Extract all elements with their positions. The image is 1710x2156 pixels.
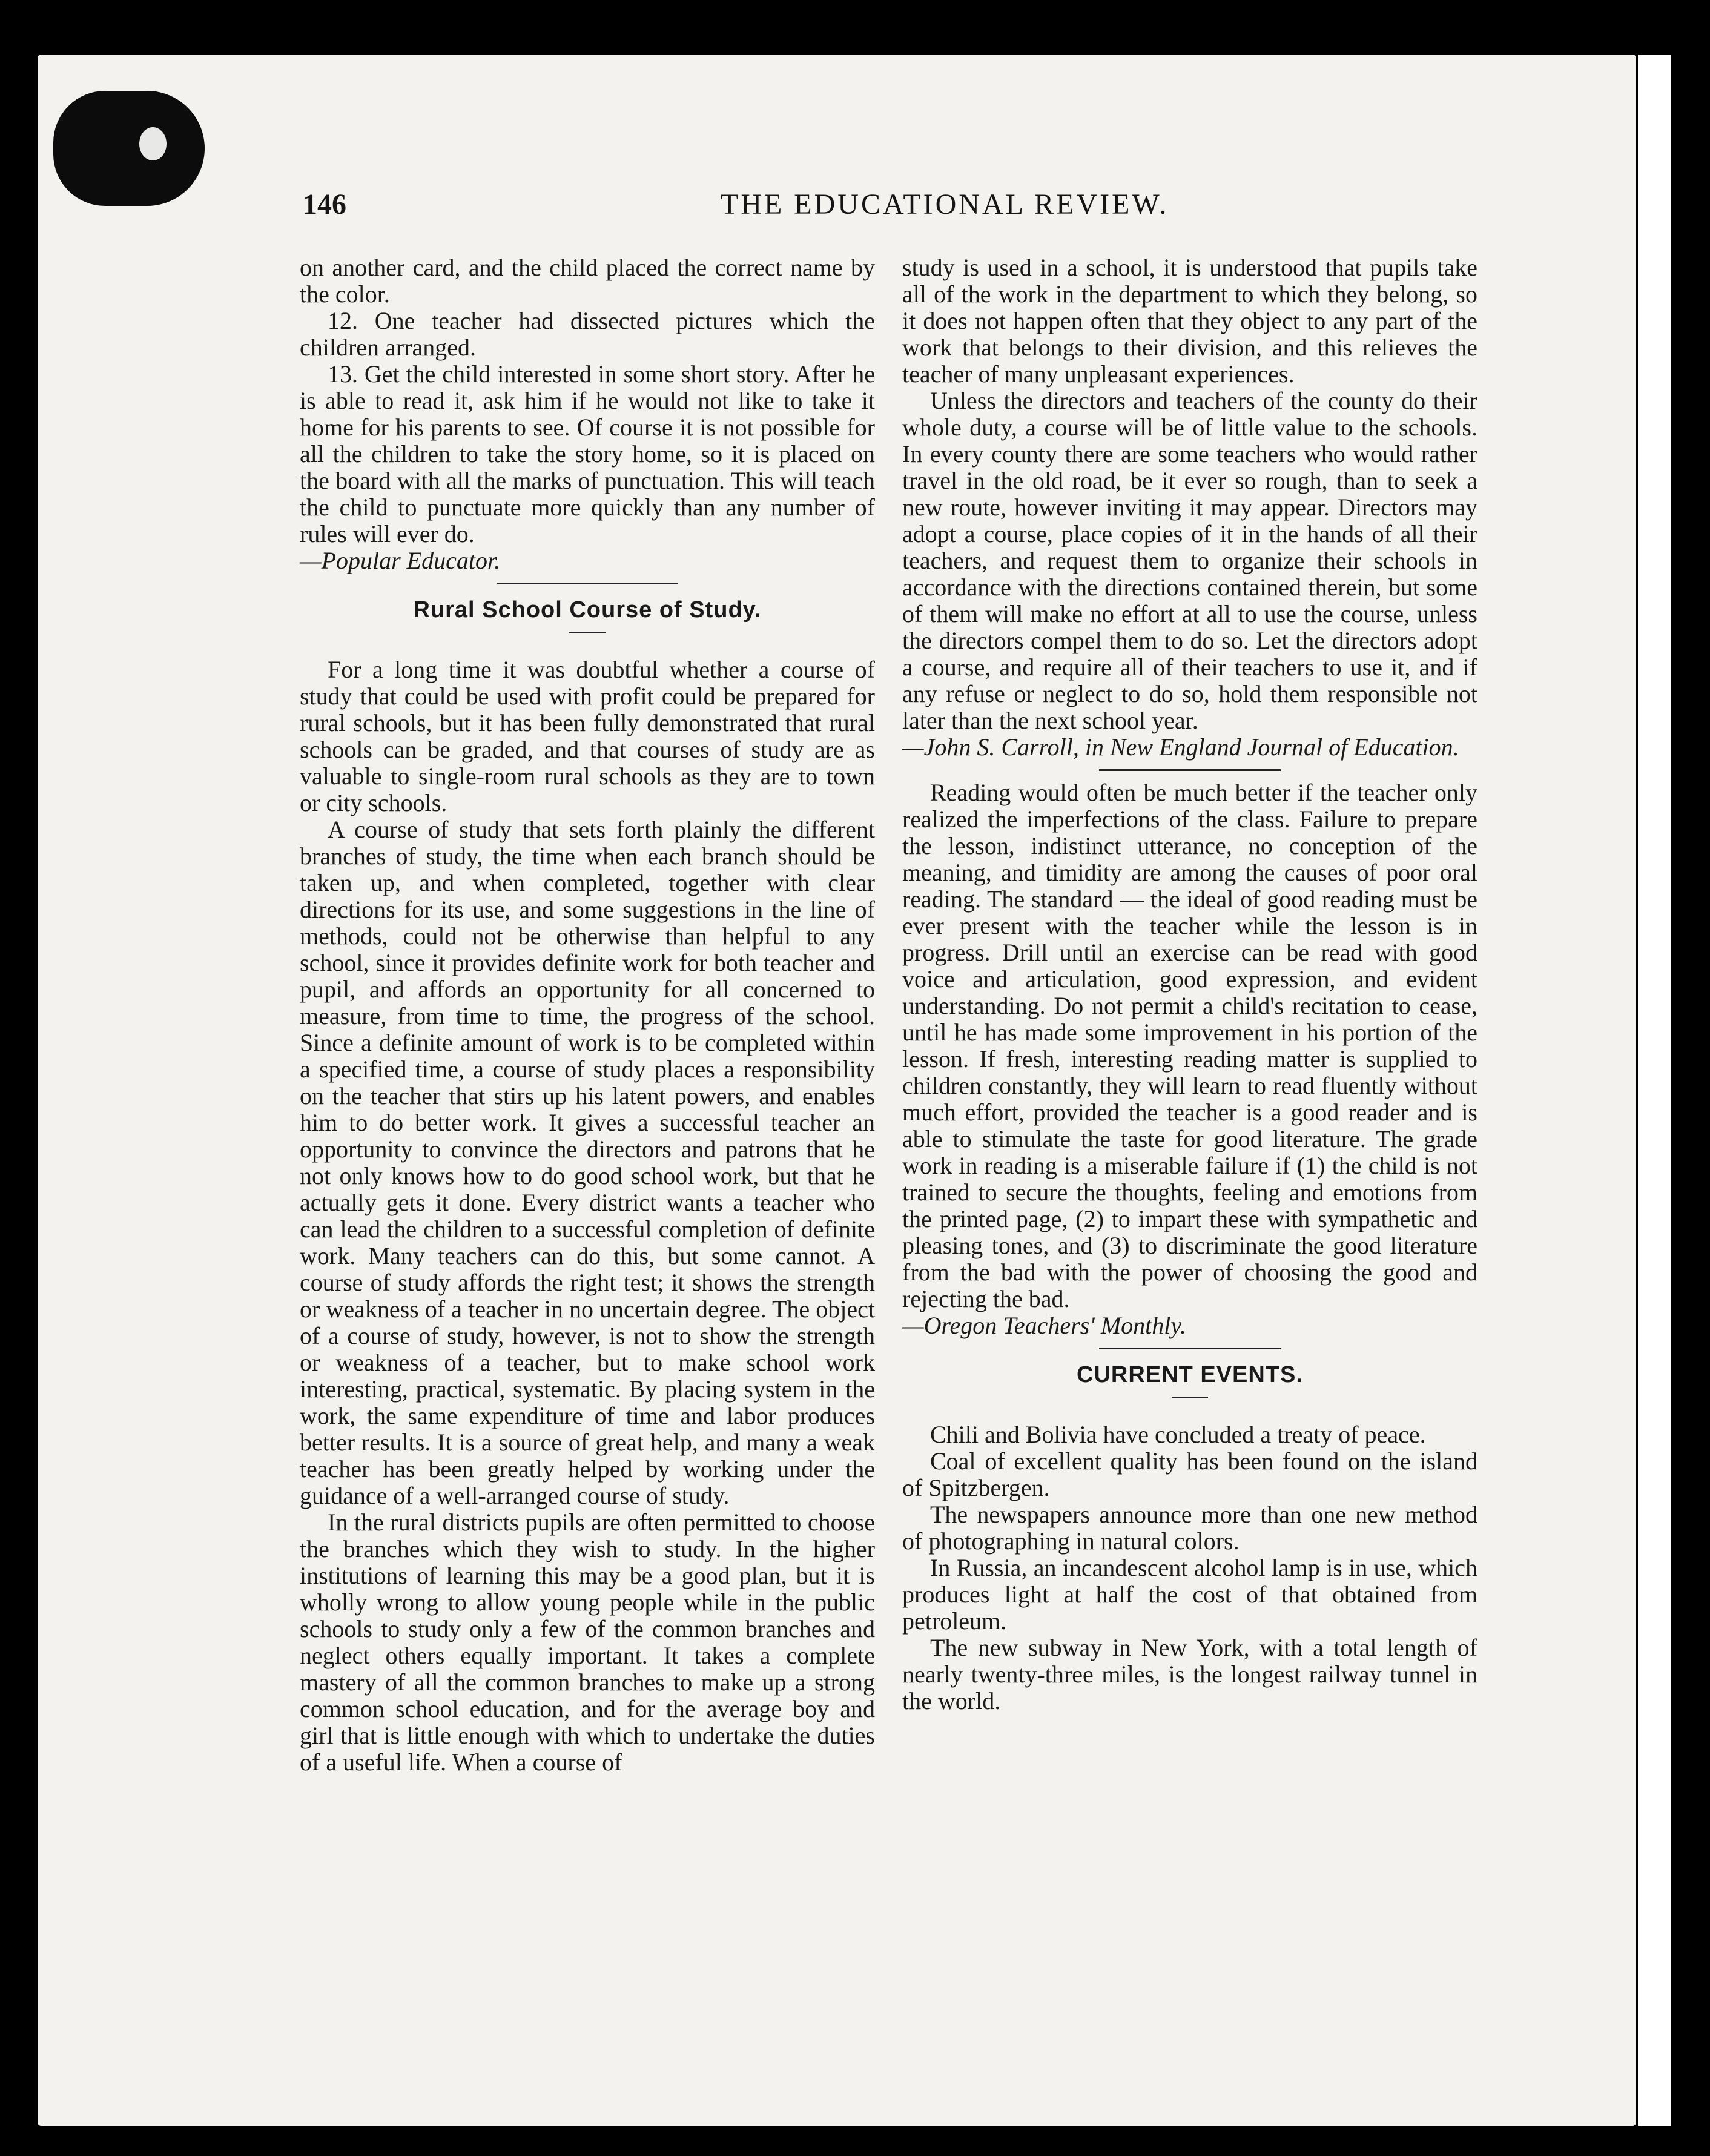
news-item: The newspapers announce more than one new method of photographing in natural colors. (902, 1501, 1477, 1555)
right-column (902, 254, 1477, 1715)
paragraph: study is used in a school, it is understood that pupils take all of the work in the department to which they belong, so it does not happen often that they object to any part of the work that belongs to their division, and this relieves the teacher of many unpleasant experiences. (902, 254, 1477, 388)
article-title: Rural School Course of Study. (413, 597, 762, 623)
paragraph: Unless the directors and teachers of the county do their whole duty, a course will be of little value to the schools. In every county there are some teachers who would rather travel in the old road, be it ever so rough, than to seek a new route, however inviting it may appear. Directors may adopt a course, place copies of it in the hands of all their teachers, and request them to organize their schools in accordance with the directions contained therein, but some of them will make no effort at all to use the course, unless the directors compel them to do so. Let the directors adopt a course, and require all of their teachers to use it, and if any refuse or neglect to do so, hold them responsible not later than the next school year. (902, 387, 1477, 734)
left-column (300, 254, 875, 1776)
section-title: CURRENT EVENTS. (1077, 1362, 1303, 1387)
spacer (300, 642, 875, 656)
divider (1099, 769, 1281, 771)
divider (1099, 1348, 1281, 1349)
paragraph: on another card, and the child placed the correct name by the color. (300, 254, 875, 308)
page-header (303, 188, 1532, 224)
paragraph: In the rural districts pupils are often permitted to choose the branches which they wish to study. In the higher institutions of learning this may be a good plan, but it is wholly wrong to allow young people while in the public schools to study only a few of the common branches and neglect others equally important. It takes a complete mastery of all the common branches to make up a strong common school education, and for the average boy and girl that is little enough with which to undertake the duties of a useful life. When a course of (300, 1509, 875, 1776)
source-citation (300, 547, 875, 574)
news-item: Coal of excellent quality has been found on the island of Spitzbergen. (902, 1447, 1477, 1501)
source-text: —Oregon Teachers' Monthly. (902, 1312, 1186, 1339)
divider (1172, 1397, 1208, 1398)
paragraph: For a long time it was doubtful whether a course of study that could be used with profit could be prepared for rural schools, but it has been fully demonstrated that rural schools can be graded, and that courses of study are as valuable to single-room rural schools as they are to town or city schools. (300, 656, 875, 816)
source-text: —Popular Educator. (300, 547, 501, 574)
news-item: In Russia, an incandescent alcohol lamp is in use, which produces light at half the cost of that obtained from petroleum. (902, 1554, 1477, 1635)
scan-edge (1671, 55, 1710, 2126)
spacer (902, 1407, 1477, 1421)
source-text: —John S. Carroll, in New England Journal of Education. (902, 733, 1459, 761)
page-number: 146 (303, 188, 346, 220)
divider (497, 583, 678, 584)
news-item: Chili and Bolivia have concluded a treaty of peace. (930, 1421, 1426, 1448)
paragraph: Reading would often be much better if the teacher only realized the imperfections of the class. Failure to prepare the lesson, indistinct utterance, no conception of the meaning, and timidity are among the causes of poor oral reading. The standard — the ideal of good reading must be ever present with the teacher while the lesson is in progress. Drill until an exercise can be read with good voice and articulation, good expression, and evident understanding. Do not permit a child's recitation to cease, until he has made some improvement in his portion of the lesson. If fresh, interesting reading matter is supplied to children constantly, they will learn to read fluently without much effort, provided the teacher is a good reader and is able to stimulate the taste for good literature. The grade work in reading is a miserable failure if (1) the child is not trained to secure the thoughts, feeling and emotions from the printed page, (2) to impart these with sympathetic and pleasing tones, and (3) to discriminate the good literature from the bad with the power of choosing the good and rejecting the bad. (902, 779, 1477, 1312)
source-citation (902, 1312, 1477, 1339)
paragraph: A course of study that sets forth plainly the different branches of study, the time when each branch should be taken up, and when completed, together with clear directions for its use, and some suggestions in the line of methods, could not be otherwise than helpful to any school, since it provides definite work for both teacher and pupil, and affords an opportunity for all concerned to measure, from time to time, the progress of the school. Since a definite amount of work is to be completed within a specified time, a course of study places a responsibility on the teacher that stirs up his latent powers, and enables him to do better work. It gives a successful teacher an opportunity to convince the directors and patrons that he not only knows how to do good school work, but that he actually gets it done. Every district wants a teacher who can lead the children to a successful completion of definite work. Many teachers can do this, but some cannot. A course of study affords the right test; it shows the strength or weakness of a teacher in no uncertain degree. The object of a course of study, however, is not to show the strength or weakness of a teacher, but to make school work interesting, practical, systematic. By placing system in the work, the same expenditure of time and labor produces better results. It is a source of great help, and many a weak teacher has been greatly helped by working under the guidance of a well-arranged course of study. (300, 816, 875, 1509)
journal-title: THE EDUCATIONAL REVIEW. (721, 188, 1169, 220)
news-item: The new subway in New York, with a total length of nearly twenty-three miles, is the longest railway tunnel in the world. (902, 1634, 1477, 1715)
paragraph: 12. One teacher had dissected pictures which the children arranged. (300, 307, 875, 361)
paragraph: 13. Get the child interested in some short story. After he is able to read it, ask him if he would not like to take it home for his parents to see. Of course it is not possible for all the children to take the story home, so it is placed on the board with all the marks of punctuation. This will teach the child to punctuate more quickly than any number of rules will ever do. (300, 360, 875, 547)
source-citation (902, 734, 1477, 761)
divider (569, 632, 606, 633)
page-fold (1638, 55, 1671, 2126)
binder-clip-hole (139, 127, 167, 160)
binder-clip (53, 91, 205, 206)
